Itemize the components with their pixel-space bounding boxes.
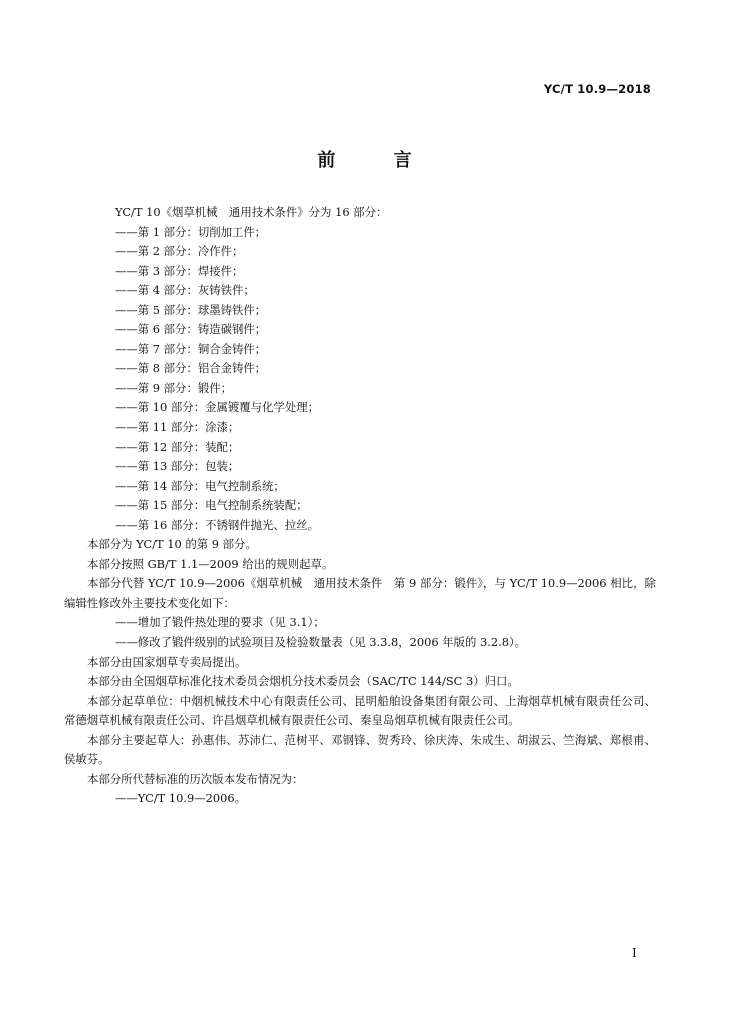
foreword-body	[64, 203, 656, 809]
page-number: I	[632, 946, 637, 960]
list-item: ——第 5 部分：球墨铸铁件；	[115, 302, 267, 317]
list-item: ——第 8 部分：铝合金铸件；	[115, 361, 267, 376]
page-title: 前 言	[317, 150, 438, 171]
list-item: ——第 11 部分：涂漆；	[115, 420, 240, 435]
list-item: ——第 15 部分：电气控制系统装配；	[115, 498, 308, 513]
change-item: ——增加了锻件热处理的要求（见 3.1）；	[115, 615, 325, 630]
list-item: ——第 14 部分：电气控制系统；	[115, 478, 285, 493]
history-item: ——YC/T 10.9—2006。	[115, 791, 247, 806]
list-item: ——第 12 部分：装配；	[115, 439, 240, 454]
standard-code: YC/T 10.9—2018	[543, 82, 651, 96]
intro-line: YC/T 10《烟草机械 通用技术条件》分为 16 部分：	[115, 205, 388, 219]
list-item: ——第 13 部分：包装；	[115, 459, 240, 474]
list-item: ——第 2 部分：冷作件；	[115, 244, 244, 259]
list-item: ——第 7 部分：铜合金铸件；	[115, 341, 267, 356]
paragraph-drafters: 本部分主要起草人：孙惠伟、苏沛仁、范树平、邓钢锋、贺秀玲、徐庆涛、朱成生、胡淑云、竺海斌、郑根甫、侯敏芬。	[64, 732, 656, 767]
parts-list	[64, 223, 656, 536]
list-item: ——第 1 部分：切削加工件；	[115, 224, 267, 239]
list-item: ——第 6 部分：铸造碳钢件；	[115, 322, 267, 337]
paragraph-jurisdiction: 本部分由全国烟草标准化技术委员会烟机分技术委员会（SAC/TC 144/SC 3）归口。	[87, 674, 519, 689]
list-item: ——第 10 部分：金属镀覆与化学处理；	[115, 400, 319, 415]
paragraph-replaces: 本部分代替 YC/T 10.9—2006《烟草机械 通用技术条件 第 9 部分：锻件》，与 YC/T 10.9—2006 相比，除编辑性修改外主要技术变化如下：	[64, 576, 656, 610]
list-item: ——第 9 部分：锻件；	[115, 380, 233, 395]
change-item: ——修改了锻件级别的试验项目及检验数量表（见 3.3.8，2006 年版的 3.2.8）。	[115, 635, 527, 650]
list-item: ——第 4 部分：灰铸铁件；	[115, 283, 255, 298]
paragraph-is-part: 本部分为 YC/T 10 的第 9 部分。	[87, 537, 257, 552]
list-item: ——第 3 部分：焊接件；	[115, 263, 244, 278]
list-item: ——第 16 部分：不锈钢件抛光、拉丝。	[115, 517, 319, 532]
paragraph-proposed-by: 本部分由国家烟草专卖局提出。	[87, 654, 247, 669]
paragraph-history-intro: 本部分所代替标准的历次版本发布情况为：	[87, 771, 304, 786]
paragraph-drafting-units: 本部分起草单位：中烟机械技术中心有限责任公司、昆明船舶设备集团有限公司、上海烟草机械有限责任公司、常德烟草机械有限责任公司、许昌烟草机械有限责任公司、秦皇岛烟草机械有限责任公司。	[64, 693, 656, 728]
paragraph-drafting-rules: 本部分按照 GB/T 1.1—2009 给出的规则起草。	[87, 556, 334, 571]
